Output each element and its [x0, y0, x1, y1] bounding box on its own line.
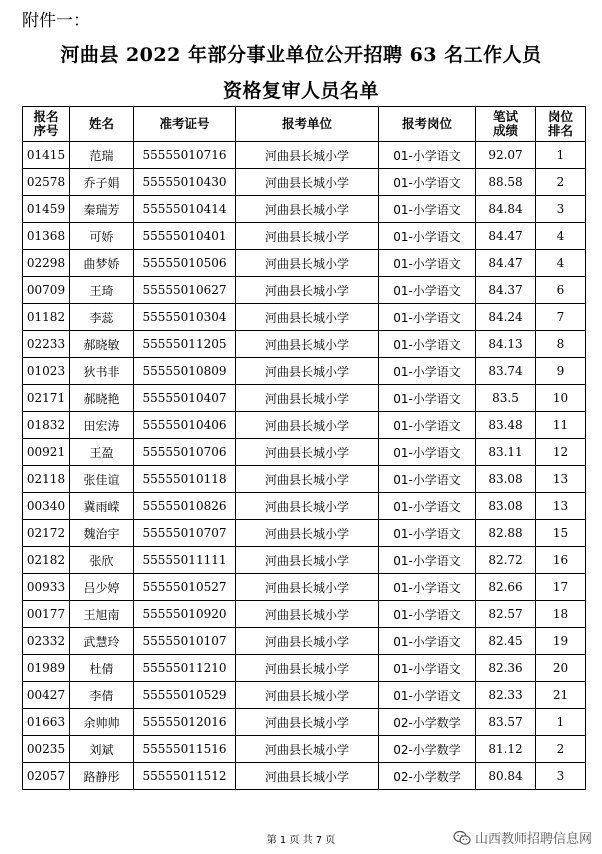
attachment-label: 附件一：	[22, 11, 90, 31]
column-header-name: 姓名	[70, 107, 134, 142]
reg-no-cell: 02171	[23, 385, 70, 412]
reg-no-cell: 01182	[23, 304, 70, 331]
table-row	[23, 547, 586, 574]
reg-no-cell: 01415	[23, 142, 70, 169]
document-title: 河曲县 2022 年部分事业单位公开招聘 63 名工作人员	[60, 44, 542, 66]
reg-no-cell: 01832	[23, 412, 70, 439]
rank-cell: 8	[536, 331, 586, 358]
rank-cell: 9	[536, 358, 586, 385]
score-cell: 83.74	[476, 358, 536, 385]
rank-cell: 13	[536, 466, 586, 493]
name-cell: 王旭南	[70, 601, 134, 628]
name-cell: 张欣	[70, 547, 134, 574]
post-cell: 02-小学数学	[379, 709, 476, 736]
name-cell: 王琦	[70, 277, 134, 304]
table-row	[23, 412, 586, 439]
rank-cell: 1	[536, 142, 586, 169]
post-cell: 01-小学语文	[379, 493, 476, 520]
rank-cell: 2	[536, 736, 586, 763]
post-cell: 01-小学语文	[379, 304, 476, 331]
post-cell: 01-小学语文	[379, 169, 476, 196]
reg-no-cell: 02172	[23, 520, 70, 547]
score-cell: 92.07	[476, 142, 536, 169]
exam-id-cell: 55555011210	[134, 655, 236, 682]
exam-id-cell: 55555010707	[134, 520, 236, 547]
name-cell: 李倩	[70, 682, 134, 709]
name-cell: 冀雨嵘	[70, 493, 134, 520]
exam-id-cell: 55555011512	[134, 763, 236, 790]
score-cell: 83.08	[476, 493, 536, 520]
reg-no-cell: 00235	[23, 736, 70, 763]
score-cell: 84.84	[476, 196, 536, 223]
score-cell: 84.37	[476, 277, 536, 304]
watermark	[453, 828, 592, 847]
exam-id-cell: 55555010118	[134, 466, 236, 493]
unit-cell: 河曲县长城小学	[236, 763, 379, 790]
name-cell: 杜倩	[70, 655, 134, 682]
exam-id-cell: 55555010826	[134, 493, 236, 520]
reg-no-cell: 02118	[23, 466, 70, 493]
post-cell: 02-小学数学	[379, 763, 476, 790]
table-row	[23, 763, 586, 790]
table-row	[23, 439, 586, 466]
unit-cell: 河曲县长城小学	[236, 142, 379, 169]
exam-id-cell: 55555010304	[134, 304, 236, 331]
table-row	[23, 520, 586, 547]
table-row	[23, 709, 586, 736]
unit-cell: 河曲县长城小学	[236, 331, 379, 358]
unit-cell: 河曲县长城小学	[236, 169, 379, 196]
score-cell: 83.57	[476, 709, 536, 736]
unit-cell: 河曲县长城小学	[236, 196, 379, 223]
column-header-exam-id: 准考证号	[134, 107, 236, 142]
rank-cell: 4	[536, 223, 586, 250]
rank-cell: 13	[536, 493, 586, 520]
score-cell: 81.12	[476, 736, 536, 763]
exam-id-cell: 55555010809	[134, 358, 236, 385]
rank-cell: 6	[536, 277, 586, 304]
exam-id-cell: 55555012016	[134, 709, 236, 736]
post-cell: 01-小学语文	[379, 601, 476, 628]
rank-cell: 4	[536, 250, 586, 277]
exam-id-cell: 55555011205	[134, 331, 236, 358]
name-cell: 曲梦娇	[70, 250, 134, 277]
reg-no-cell: 01989	[23, 655, 70, 682]
column-header-score: 笔试 成绩	[476, 107, 536, 142]
unit-cell: 河曲县长城小学	[236, 223, 379, 250]
exam-id-cell: 55555011111	[134, 547, 236, 574]
score-cell: 83.48	[476, 412, 536, 439]
unit-cell: 河曲县长城小学	[236, 250, 379, 277]
post-cell: 01-小学语文	[379, 547, 476, 574]
unit-cell: 河曲县长城小学	[236, 304, 379, 331]
rank-cell: 1	[536, 709, 586, 736]
unit-cell: 河曲县长城小学	[236, 358, 379, 385]
score-cell: 83.11	[476, 439, 536, 466]
reg-no-cell: 00177	[23, 601, 70, 628]
candidate-table	[22, 106, 586, 790]
unit-cell: 河曲县长城小学	[236, 574, 379, 601]
score-cell: 82.57	[476, 601, 536, 628]
unit-cell: 河曲县长城小学	[236, 439, 379, 466]
reg-no-cell: 01368	[23, 223, 70, 250]
name-cell: 余帅帅	[70, 709, 134, 736]
score-cell: 82.72	[476, 547, 536, 574]
name-cell: 郝晓艳	[70, 385, 134, 412]
exam-id-cell: 55555010506	[134, 250, 236, 277]
unit-cell: 河曲县长城小学	[236, 493, 379, 520]
rank-cell: 17	[536, 574, 586, 601]
post-cell: 01-小学语文	[379, 277, 476, 304]
table-header-row	[23, 107, 586, 142]
table-row	[23, 169, 586, 196]
column-header-rank: 岗位 排名	[536, 107, 586, 142]
exam-id-cell: 55555010401	[134, 223, 236, 250]
name-cell: 田宏涛	[70, 412, 134, 439]
table-row	[23, 250, 586, 277]
unit-cell: 河曲县长城小学	[236, 520, 379, 547]
post-cell: 02-小学数学	[379, 736, 476, 763]
name-cell: 武慧玲	[70, 628, 134, 655]
rank-cell: 20	[536, 655, 586, 682]
score-cell: 82.45	[476, 628, 536, 655]
unit-cell: 河曲县长城小学	[236, 736, 379, 763]
post-cell: 01-小学语文	[379, 250, 476, 277]
post-cell: 01-小学语文	[379, 439, 476, 466]
post-cell: 01-小学语文	[379, 412, 476, 439]
score-cell: 84.47	[476, 223, 536, 250]
document-subtitle: 资格复审人员名单	[222, 80, 379, 102]
score-cell: 82.88	[476, 520, 536, 547]
post-cell: 01-小学语文	[379, 196, 476, 223]
rank-cell: 19	[536, 628, 586, 655]
wechat-icon	[453, 830, 471, 846]
exam-id-cell: 55555010430	[134, 169, 236, 196]
rank-cell: 18	[536, 601, 586, 628]
exam-id-cell: 55555010407	[134, 385, 236, 412]
name-cell: 乔子娟	[70, 169, 134, 196]
exam-id-cell: 55555011516	[134, 736, 236, 763]
score-cell: 83.5	[476, 385, 536, 412]
post-cell: 01-小学语文	[379, 223, 476, 250]
exam-id-cell: 55555010920	[134, 601, 236, 628]
unit-cell: 河曲县长城小学	[236, 682, 379, 709]
post-cell: 01-小学语文	[379, 520, 476, 547]
reg-no-cell: 01023	[23, 358, 70, 385]
reg-no-cell: 02233	[23, 331, 70, 358]
reg-no-cell: 00933	[23, 574, 70, 601]
table-row	[23, 574, 586, 601]
table-row	[23, 493, 586, 520]
post-cell: 01-小学语文	[379, 385, 476, 412]
table-row	[23, 196, 586, 223]
table-row	[23, 385, 586, 412]
table-row	[23, 223, 586, 250]
name-cell: 范瑞	[70, 142, 134, 169]
unit-cell: 河曲县长城小学	[236, 385, 379, 412]
exam-id-cell: 55555010414	[134, 196, 236, 223]
post-cell: 01-小学语文	[379, 628, 476, 655]
score-cell: 84.47	[476, 250, 536, 277]
rank-cell: 11	[536, 412, 586, 439]
table-row	[23, 736, 586, 763]
rank-cell: 12	[536, 439, 586, 466]
post-cell: 01-小学语文	[379, 655, 476, 682]
exam-id-cell: 55555010706	[134, 439, 236, 466]
unit-cell: 河曲县长城小学	[236, 277, 379, 304]
score-cell: 80.84	[476, 763, 536, 790]
rank-cell: 2	[536, 169, 586, 196]
score-cell: 83.08	[476, 466, 536, 493]
exam-id-cell: 55555010627	[134, 277, 236, 304]
unit-cell: 河曲县长城小学	[236, 628, 379, 655]
table-row	[23, 601, 586, 628]
table-row	[23, 682, 586, 709]
reg-no-cell: 02057	[23, 763, 70, 790]
score-cell: 82.33	[476, 682, 536, 709]
name-cell: 吕少婷	[70, 574, 134, 601]
column-header-reg-no: 报名 序号	[23, 107, 70, 142]
name-cell: 可娇	[70, 223, 134, 250]
rank-cell: 15	[536, 520, 586, 547]
reg-no-cell: 02182	[23, 547, 70, 574]
exam-id-cell: 55555010406	[134, 412, 236, 439]
rank-cell: 7	[536, 304, 586, 331]
name-cell: 王盈	[70, 439, 134, 466]
unit-cell: 河曲县长城小学	[236, 601, 379, 628]
table-row	[23, 331, 586, 358]
name-cell: 李蕊	[70, 304, 134, 331]
reg-no-cell: 01459	[23, 196, 70, 223]
unit-cell: 河曲县长城小学	[236, 412, 379, 439]
rank-cell: 21	[536, 682, 586, 709]
score-cell: 84.13	[476, 331, 536, 358]
name-cell: 刘斌	[70, 736, 134, 763]
unit-cell: 河曲县长城小学	[236, 709, 379, 736]
name-cell: 路静彤	[70, 763, 134, 790]
reg-no-cell: 02578	[23, 169, 70, 196]
unit-cell: 河曲县长城小学	[236, 547, 379, 574]
reg-no-cell: 02298	[23, 250, 70, 277]
name-cell: 郝晓敏	[70, 331, 134, 358]
table-row	[23, 277, 586, 304]
reg-no-cell: 00709	[23, 277, 70, 304]
name-cell: 魏治宇	[70, 520, 134, 547]
watermark-text: 山西教师招聘信息网	[474, 832, 592, 847]
rank-cell: 3	[536, 196, 586, 223]
unit-cell: 河曲县长城小学	[236, 655, 379, 682]
table-row	[23, 655, 586, 682]
rank-cell: 16	[536, 547, 586, 574]
name-cell: 秦瑞芳	[70, 196, 134, 223]
exam-id-cell: 55555010716	[134, 142, 236, 169]
reg-no-cell: 00340	[23, 493, 70, 520]
reg-no-cell: 01663	[23, 709, 70, 736]
column-header-post: 报考岗位	[379, 107, 476, 142]
score-cell: 82.36	[476, 655, 536, 682]
rank-cell: 3	[536, 763, 586, 790]
score-cell: 84.24	[476, 304, 536, 331]
table-row	[23, 466, 586, 493]
table-row	[23, 628, 586, 655]
column-header-unit: 报考单位	[236, 107, 379, 142]
score-cell: 82.66	[476, 574, 536, 601]
post-cell: 01-小学语文	[379, 682, 476, 709]
unit-cell: 河曲县长城小学	[236, 466, 379, 493]
reg-no-cell: 00427	[23, 682, 70, 709]
page-number: 第 1 页 共 7 页	[266, 835, 336, 846]
name-cell: 张佳谊	[70, 466, 134, 493]
post-cell: 01-小学语文	[379, 466, 476, 493]
post-cell: 01-小学语文	[379, 331, 476, 358]
exam-id-cell: 55555010527	[134, 574, 236, 601]
score-cell: 88.58	[476, 169, 536, 196]
table-body	[23, 142, 586, 790]
post-cell: 01-小学语文	[379, 358, 476, 385]
post-cell: 01-小学语文	[379, 142, 476, 169]
exam-id-cell: 55555010529	[134, 682, 236, 709]
exam-id-cell: 55555010107	[134, 628, 236, 655]
table-row	[23, 358, 586, 385]
name-cell: 狄书非	[70, 358, 134, 385]
table-row	[23, 142, 586, 169]
reg-no-cell: 02332	[23, 628, 70, 655]
reg-no-cell: 00921	[23, 439, 70, 466]
post-cell: 01-小学语文	[379, 574, 476, 601]
table-row	[23, 304, 586, 331]
rank-cell: 10	[536, 385, 586, 412]
